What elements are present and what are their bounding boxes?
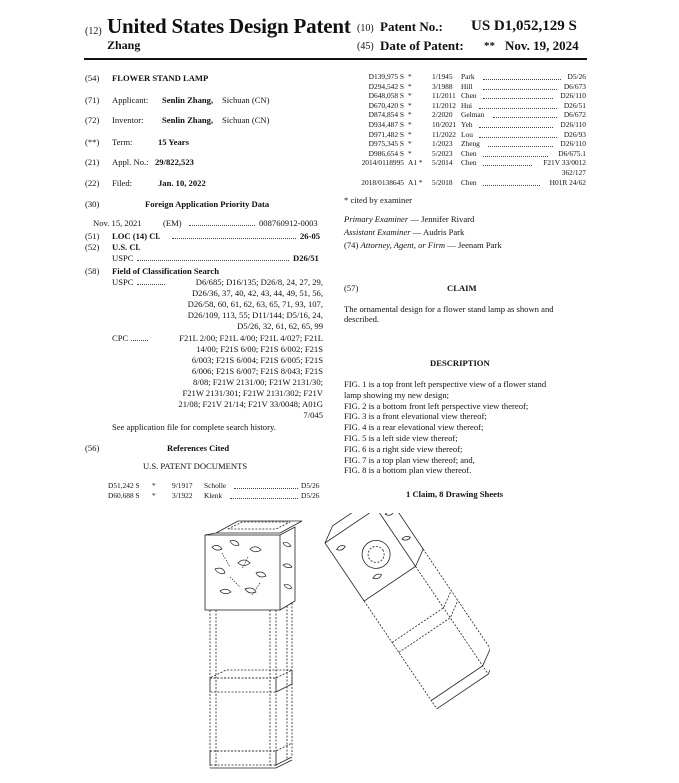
claim-text: The ornamental design for a flower stand lamp as shown and described.	[344, 304, 554, 325]
ref-star: *	[408, 91, 412, 101]
reference-row	[0, 149, 679, 159]
date-of-patent: Nov. 19, 2024	[505, 38, 579, 53]
ref-date: 11/2011	[432, 91, 456, 101]
patent-number: US D1,052,129 S	[471, 18, 577, 34]
description-line	[344, 455, 475, 465]
reference-row	[0, 101, 679, 111]
title-code: (54)	[85, 73, 100, 83]
ref-star: *	[408, 139, 412, 149]
field-uspc-line: D26/36, 37, 40, 42, 43, 44, 49, 51, 56,	[191, 288, 323, 298]
ref-date: 11/2012	[432, 100, 456, 110]
ref-number: D294,542 S	[368, 81, 404, 91]
ref-dots	[493, 110, 557, 118]
ref-class: 362/127	[561, 168, 586, 177]
ref-number: D51,242 S	[108, 481, 140, 490]
ref-name: Lou	[461, 129, 473, 139]
primary-examiner	[344, 214, 474, 224]
ref-date: 9/1917	[172, 481, 193, 490]
loc-code: (51)	[85, 231, 100, 241]
figure-description: is a bottom plan view thereof.	[366, 465, 472, 476]
filed-label: Filed:	[112, 178, 133, 188]
figure-description: is a right side view thereof;	[366, 443, 463, 454]
foreign-title: Foreign Application Priority Data	[145, 199, 270, 209]
ref-class: D26/110	[560, 91, 586, 101]
figure-ref: FIG. 8	[344, 465, 367, 476]
figure-ref: FIG. 6	[344, 443, 367, 454]
attorney-label: Attorney, Agent, or Firm	[360, 240, 446, 250]
field-cpc-line: 6/006; F21S 6/007; F21S 8/043; F21S	[191, 366, 323, 376]
figure-ref: FIG. 7	[344, 454, 367, 465]
uspc-dots	[137, 253, 289, 261]
description-line	[344, 379, 546, 389]
patent-title: FLOWER STAND LAMP	[112, 73, 209, 83]
figure-description: lamp showing my new design;	[344, 389, 450, 400]
claims-summary: 1 Claim, 8 Drawing Sheets	[406, 489, 504, 499]
ref-class: H01R 24/62	[549, 177, 586, 187]
description-line	[344, 444, 462, 454]
ref-number: D874,854 S	[368, 110, 404, 120]
loc-dots	[172, 231, 296, 239]
figure-description: is a bottom front left perspective view thereof;	[366, 400, 529, 411]
assistant-examiner-label: Assistant Examiner	[344, 227, 411, 237]
figure-description: is a rear elevational view thereof;	[366, 422, 484, 433]
ref-star: A1 *	[408, 177, 423, 187]
ref-dots	[483, 72, 561, 80]
ref-star: *	[152, 481, 156, 490]
ref-star: *	[408, 148, 412, 158]
description-line	[344, 390, 449, 400]
figure-description: is a left side view thereof;	[366, 433, 458, 443]
uscl-label: U.S. Cl.	[112, 242, 141, 252]
foreign-number: 008760912-0003	[259, 218, 318, 228]
upright-lamp-figure	[205, 521, 302, 768]
ref-class: D26/110	[560, 120, 586, 129]
field-uspc-label: USPC	[112, 277, 134, 287]
description-line	[344, 433, 458, 443]
figure-ref: FIG. 2	[344, 400, 367, 411]
field-cpc-line: 7/045	[303, 410, 323, 420]
ref-date: 1/1945	[432, 72, 453, 81]
reference-row	[0, 72, 679, 82]
uspc-value: D26/51	[293, 253, 319, 263]
ref-star: *	[408, 100, 412, 110]
ref-star: A1 *	[408, 158, 423, 168]
ref-dots	[483, 82, 556, 90]
claim-code: (57)	[344, 283, 359, 293]
figure-description: is a front elevational view thereof;	[366, 411, 487, 422]
ref-dots	[483, 149, 548, 157]
ref-star: *	[152, 491, 156, 500]
figure-ref: FIG. 5	[344, 433, 367, 443]
ref-name: Park	[461, 72, 475, 81]
primary-examiner-name: — Jennifer Rivard	[410, 214, 475, 224]
appl-label: Appl. No.:	[112, 157, 149, 167]
appl-number: 29/822,523	[155, 157, 194, 167]
refs-title: References Cited	[167, 443, 230, 453]
patent-no-code: (10)	[357, 23, 374, 34]
reference-row	[0, 82, 679, 92]
ref-class: D6/675.1	[558, 148, 586, 158]
description-line	[344, 422, 483, 432]
field-title: Field of Classification Search	[112, 266, 220, 276]
ref-class: D5/26	[567, 72, 586, 81]
reference-row	[0, 168, 679, 178]
ref-name: Scholle	[204, 481, 227, 490]
field-cpc-line: 14/00; F21S 6/00; F21S 6/002; F21S	[196, 344, 323, 354]
reference-row	[0, 110, 679, 120]
ref-class: F21V 33/0012	[543, 158, 586, 168]
reference-row	[0, 158, 679, 168]
ref-dots	[479, 101, 557, 109]
patent-no-label: Patent No.:	[380, 19, 443, 34]
reference-row	[0, 139, 679, 149]
primary-examiner-label: Primary Examiner	[344, 214, 409, 224]
figure-ref: FIG. 3	[344, 411, 367, 422]
ref-class: D26/110	[560, 139, 586, 149]
reference-row	[0, 178, 679, 188]
applicant-name: Senlin Zhang,	[162, 95, 214, 105]
field-uspc-line: D6/685; D16/135; D26/8, 24, 27, 29,	[195, 277, 323, 287]
description-line	[344, 465, 471, 475]
ref-class: D6/672	[563, 110, 586, 120]
kind-code: (12)	[85, 26, 102, 37]
uscl-code: (52)	[85, 242, 100, 252]
ref-name: Zheng	[461, 139, 480, 149]
field-uspc-line: D5/26, 32, 61, 62, 65, 99	[237, 321, 323, 331]
field-cpc-label: CPC	[112, 333, 129, 343]
inventor-label: Inventor:	[112, 115, 144, 125]
ref-name: Chen	[461, 148, 477, 158]
ref-date: 1/2023	[432, 139, 453, 149]
refs-code: (56)	[85, 443, 100, 453]
ref-date: 11/2022	[432, 129, 456, 139]
applicant-label: Applicant:	[112, 95, 149, 105]
claim-title: CLAIM	[447, 283, 477, 293]
ref-name: Chen	[461, 158, 477, 168]
ref-number: D670,420 S	[368, 100, 404, 110]
date-code: (45)	[357, 41, 374, 52]
ref-name: Klenk	[204, 491, 223, 500]
assistant-examiner	[344, 227, 464, 237]
field-code: (58)	[85, 266, 100, 276]
ref-number: 2018/0138645	[361, 177, 404, 187]
ref-name: Chen	[461, 177, 477, 187]
cited-by-examiner-note: * cited by examiner	[344, 195, 413, 205]
appl-code: (21)	[85, 157, 100, 167]
ref-number: D60,688 S	[108, 491, 140, 500]
ref-class: D26/51	[563, 100, 586, 110]
inventor-name: Senlin Zhang,	[162, 115, 214, 125]
description-line	[344, 401, 528, 411]
ref-number: D971,482 S	[368, 129, 404, 139]
ref-name: Yeh	[461, 120, 473, 129]
attorney-code: (74)	[344, 240, 359, 250]
ref-star: *	[408, 110, 412, 120]
ref-dots	[483, 178, 540, 186]
ref-number: D986,654 S	[368, 148, 404, 158]
reference-row	[0, 120, 679, 130]
ref-name: Chen	[461, 91, 477, 101]
ref-dots	[483, 91, 552, 99]
term-label: Term:	[112, 137, 133, 147]
date-mark: **	[484, 40, 495, 52]
ref-class: D5/26	[301, 481, 320, 490]
ref-name: Hill	[461, 81, 473, 91]
applicant-code: (71)	[85, 95, 100, 105]
figure-description: is a top plan view thereof; and,	[366, 454, 475, 465]
uspc-label: USPC	[112, 253, 134, 263]
field-uspc-line: D26/58, 60, 61, 62, 63, 65, 71, 93, 107,	[187, 299, 323, 309]
assistant-examiner-name: — Audris Park	[412, 227, 465, 237]
ref-class: D26/93	[563, 129, 586, 139]
filed-date: Jan. 10, 2022	[158, 178, 206, 188]
term-code: (**)	[85, 137, 100, 147]
header-rule	[84, 58, 587, 60]
ref-date: 2/2020	[432, 110, 453, 120]
ref-date: 5/2023	[432, 148, 453, 158]
ref-name: Hui	[461, 100, 473, 110]
ref-dots	[479, 120, 553, 128]
ref-number: D648,058 S	[368, 91, 404, 101]
field-cpc-line: 6/003; F21S 6/004; F21S 6/005; F21S	[191, 355, 323, 365]
ref-star: *	[408, 120, 412, 129]
description-line	[344, 411, 487, 421]
field-cpc-line: 21/08; F21V 21/14; F21V 33/0048; A01G	[178, 399, 323, 409]
ref-dots	[230, 491, 298, 499]
field-cpc-line: F21W 2131/301; F21W 2131/302; F21V	[182, 388, 323, 398]
attorney-name: — Jeenam Park	[447, 240, 502, 250]
ref-date: 3/1922	[172, 491, 193, 500]
ref-class: D5/26	[301, 491, 320, 500]
tilted-lamp-figure	[319, 513, 490, 709]
ref-star: *	[408, 81, 412, 91]
field-uspc-dots	[137, 277, 165, 285]
inventor-location: Sichuan (CN)	[222, 115, 270, 125]
field-uspc-line: D26/109, 113, 55; D11/144; D5/16, 24,	[187, 310, 323, 320]
ref-dots	[483, 158, 531, 166]
flower-stand-lamp-drawing	[190, 513, 490, 783]
description-title: DESCRIPTION	[430, 358, 490, 368]
loc-value: 26-05	[300, 231, 321, 241]
foreign-dots	[189, 218, 255, 226]
ref-date: 10/2021	[432, 120, 457, 129]
ref-star: *	[408, 72, 412, 81]
ref-dots	[488, 139, 553, 147]
term-value: 15 Years	[158, 137, 189, 147]
reference-row	[0, 91, 679, 101]
field-cpc-line: 8/08; F21W 2131/00; F21W 2131/30;	[192, 377, 323, 387]
inventor-code: (72)	[85, 115, 100, 125]
figure-ref: FIG. 1	[344, 379, 367, 389]
loc-label: LOC (14) Cl.	[112, 231, 160, 241]
applicant-location: Sichuan (CN)	[222, 95, 270, 105]
reference-row	[0, 130, 679, 140]
ref-star: *	[408, 129, 412, 139]
inventor-short-name: Zhang	[107, 38, 141, 52]
search-history-note: See application file for complete search history.	[112, 422, 276, 432]
ref-dots	[234, 481, 298, 489]
ref-number: D139,975 S	[368, 72, 404, 81]
document-type-title: United States Design Patent	[107, 14, 351, 38]
ref-name: Gelman	[461, 110, 485, 120]
figure-description: is a top front left perspective view of a flower stand	[366, 379, 547, 389]
field-cpc-dots	[131, 333, 148, 341]
ref-class: D6/673	[563, 81, 586, 91]
ref-number: D934,487 S	[368, 120, 404, 129]
us-docs-title: U.S. PATENT DOCUMENTS	[143, 461, 248, 471]
filed-code: (22)	[85, 178, 100, 188]
ref-date: 5/2018	[432, 177, 453, 187]
attorney	[344, 240, 502, 250]
figure-ref: FIG. 4	[344, 422, 367, 433]
ref-dots	[479, 130, 557, 138]
ref-date: 3/1988	[432, 81, 453, 91]
ref-date: 5/2014	[432, 158, 453, 168]
field-cpc-line: F21L 2/00; F21L 4/00; F21L 4/027; F21L	[179, 333, 323, 343]
ref-number: D975,345 S	[368, 139, 404, 149]
foreign-date: Nov. 15, 2021	[93, 218, 142, 228]
date-label: Date of Patent:	[380, 38, 464, 53]
foreign-office: (EM)	[163, 218, 182, 228]
ref-number: 2014/0118995	[361, 158, 404, 168]
foreign-code: (30)	[85, 199, 100, 209]
